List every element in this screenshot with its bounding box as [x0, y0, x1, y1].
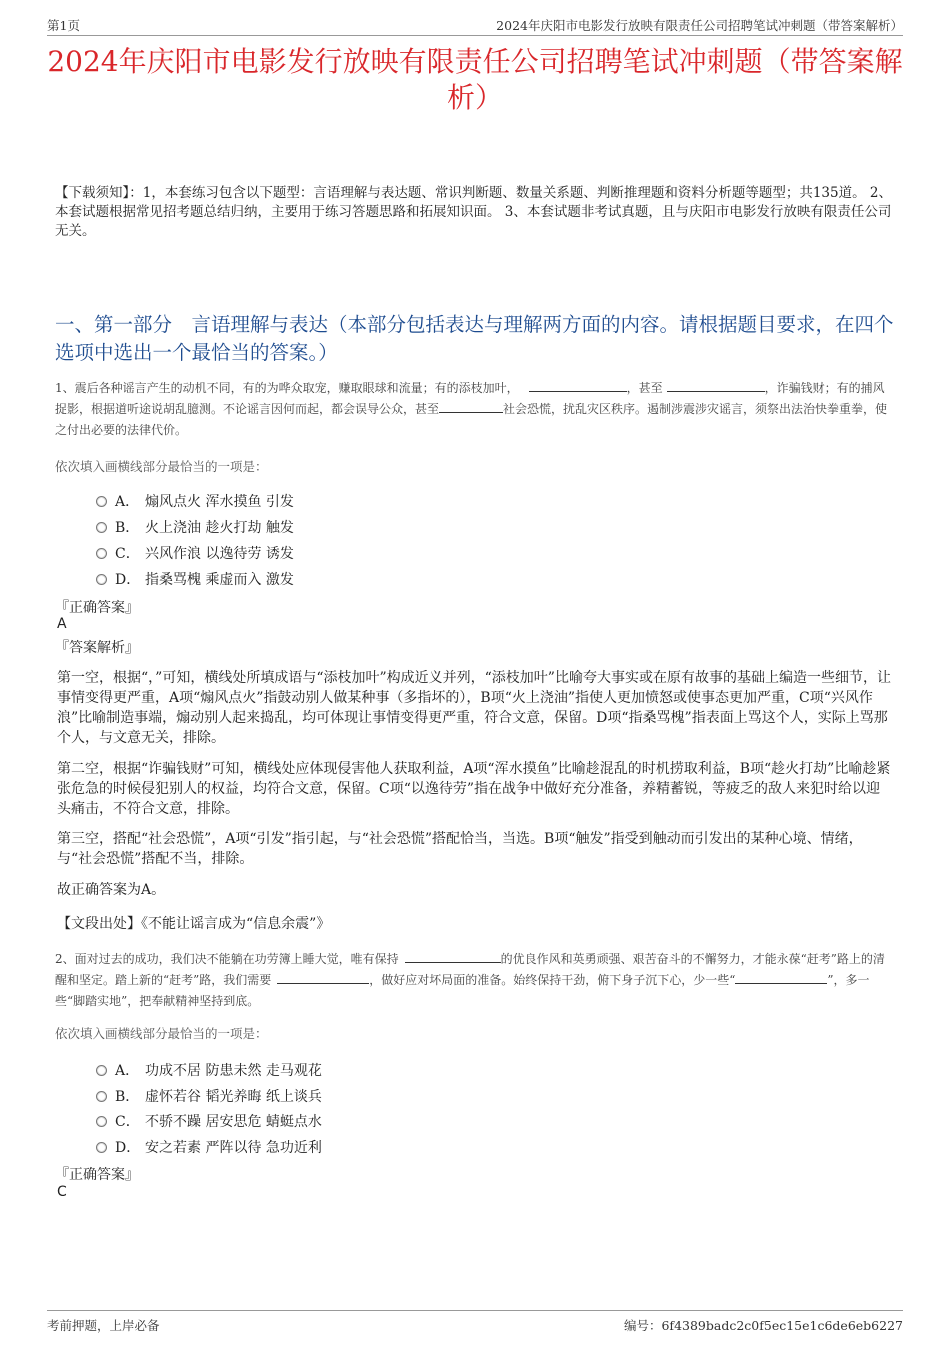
blank-2: [667, 379, 765, 392]
page-footer: [47, 1310, 903, 1339]
blank-3: [735, 971, 827, 984]
footer-slogan: 考前押题，上岸必备: [47, 1318, 160, 1333]
question-2-prompt: 依次填入画横线部分最恰当的一项是：: [55, 1026, 268, 1041]
question-1-stem: 1、震后各种谣言产生的动机不同，有的为哗众取宠，赚取眼球和流量；有的添枝加叶， ，甚至 ，诈骗钱财；有的捕风捉影，根据道听途说胡乱臆测。不论谣言因何而起，都会误导公众，甚至 社会恐慌，扰乱灾区秩序。遏制涉震涉灾谣言，须祭出法治快拳重拳，使之付出必要的法律代价。: [55, 381, 888, 437]
analysis-paragraph: 第二空，根据“诈骗钱财”可知，横线处应体现侵害他人获取利益，A项“浑水摸鱼”比喻趁混乱的时机捞取利益，B项“趁火打劫”比喻趁紧张危急的时候侵犯别人的权益，均符合文意，保留。C项“以逸待劳”指在战争中做好充分准备，养精蓄锐，等疲乏的敌人来犯时给以迎头痛击，不符合文意，排除。: [57, 761, 891, 817]
question-2-option-a[interactable]: A． 功成不居 防患未然 走马观花: [96, 1060, 322, 1080]
page-header: [47, 13, 903, 36]
radio-icon[interactable]: [96, 1142, 107, 1153]
page-number: 第1页: [47, 18, 80, 33]
analysis-conclusion: 故正确答案为A。: [57, 882, 166, 898]
answer-value: C: [57, 1184, 67, 1200]
analysis-label: 『答案解析』: [55, 640, 139, 656]
document-id: 编号：6f4389badc2c0f5ec15e1c6de6eb6227: [623, 1318, 903, 1333]
question-1-option-c[interactable]: C． 兴风作浪 以逸待劳 诱发: [96, 543, 294, 563]
radio-icon[interactable]: [96, 496, 107, 507]
question-2-stem: 2、面对过去的成功，我们决不能躺在功劳簿上睡大觉，唯有保持 的优良作风和英勇顽强、艰苦奋斗的不懈努力，才能永葆“赶考”路上的清醒和坚定。踏上新的“赶考”路，我们需要 ，做好应对坏局面的准备。始终保持干劲，俯下身子沉下心，少一些“ ”，多一些“脚踏实地”，把奉献精神坚持到底。: [55, 952, 885, 1008]
analysis-paragraph: 第一空，根据“，”可知，横线处所填成语与“添枝加叶”构成近义并列，“添枝加叶”比喻夸大事实或在原有故事的基础上编造一些细节，让事情变得更严重，A项“煽风点火”指鼓动别人做某种事（多指坏的），B项“火上浇油”指使人更加愤怒或使事态更加严重，C项“兴风作浪”比喻制造事端，煽动别人起来捣乱，均可体现让事情变得更严重，符合文意，保留。D项“指桑骂槐”指表面上骂这个人，实际上骂那个人，与文意无关，排除。: [57, 670, 891, 746]
blank-3: [439, 400, 503, 413]
radio-icon[interactable]: [96, 1116, 107, 1127]
question-2-option-c[interactable]: C． 不骄不躁 居安思危 蜻蜓点水: [96, 1111, 322, 1131]
answer-value: A: [57, 616, 67, 632]
answer-label: 『正确答案』: [55, 600, 139, 616]
text-source: 【文段出处】《不能让谣言成为“信息余震”》: [57, 916, 331, 932]
header-doc-title: 2024年庆阳市电影发行放映有限责任公司招聘笔试冲刺题（带答案解析）: [496, 18, 903, 33]
blank-2: [277, 971, 369, 984]
question-1-option-a[interactable]: A． 煽风点火 浑水摸鱼 引发: [96, 491, 294, 511]
question-1-option-d[interactable]: D． 指桑骂槐 乘虚而入 激发: [96, 569, 294, 589]
download-notice: 【下载须知】：1，本套练习包含以下题型：言语理解与表达题、常识判断题、数量关系题、判断推理题和资料分析题等题型；共135道。 2、本套试题根据常见招考题总结归纳，主要用于练习答题思路和拓展知识面。 3、本套试题非考试真题，且与庆阳市电影发行放映有限责任公司无关。: [55, 185, 892, 239]
analysis-paragraph: 第三空，搭配“社会恐慌”，A项“引发”指引起，与“社会恐慌”搭配恰当，当选。B项“触发”指受到触动而引发出的某种心境、情绪，与“社会恐慌”搭配不当，排除。: [57, 831, 863, 867]
blank-1: [405, 950, 501, 963]
question-1-option-b[interactable]: B． 火上浇油 趁火打劫 触发: [96, 517, 294, 537]
section-heading: 一、第一部分 言语理解与表达（本部分包括表达与理解两方面的内容。请根据题目要求，在四个选项中选出一个最恰当的答案。）: [55, 313, 894, 364]
blank-1: [529, 379, 627, 392]
radio-icon[interactable]: [96, 522, 107, 533]
radio-icon[interactable]: [96, 1091, 107, 1102]
question-2-option-d[interactable]: D． 安之若素 严阵以待 急功近利: [96, 1137, 322, 1157]
radio-icon[interactable]: [96, 1065, 107, 1076]
radio-icon[interactable]: [96, 548, 107, 559]
question-1-prompt: 依次填入画横线部分最恰当的一项是：: [55, 459, 268, 474]
document-title: 2024年庆阳市电影发行放映有限责任公司招聘笔试冲刺题（带答案解析）: [47, 45, 903, 114]
question-2-option-b[interactable]: B． 虚怀若谷 韬光养晦 纸上谈兵: [96, 1086, 322, 1106]
answer-label: 『正确答案』: [55, 1167, 139, 1183]
radio-icon[interactable]: [96, 574, 107, 585]
